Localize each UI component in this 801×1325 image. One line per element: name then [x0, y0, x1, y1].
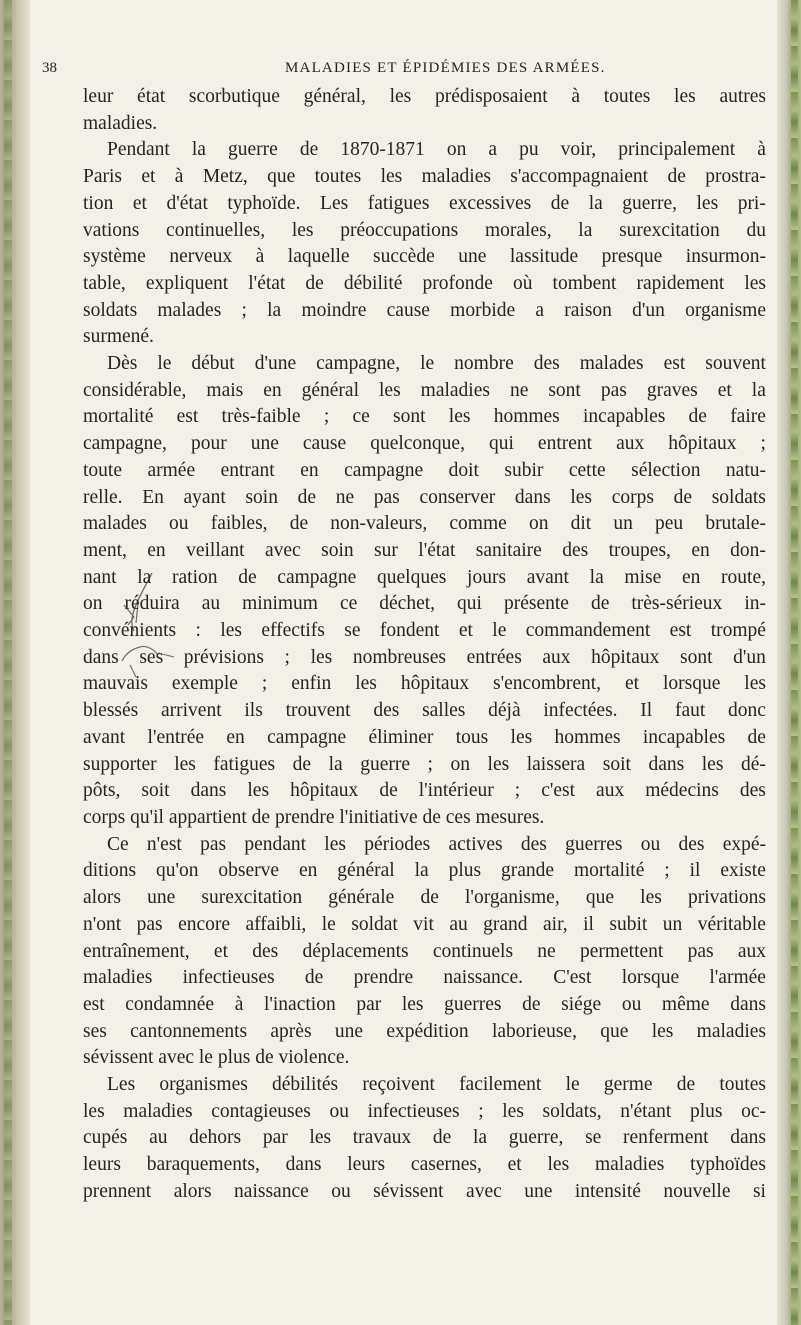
text-line: Ce n'est pas pendant les périodes actives des guerres ou des expé-	[107, 833, 766, 855]
text-line: table, expliquent l'état de débilité profonde où tombent rapidement les	[83, 272, 766, 294]
text-line: on réduira au minimum ce déchet, qui présente de très-sérieux in-	[83, 593, 766, 615]
text-line: considérable, mais en général les maladies ne sont pas graves et la	[83, 379, 766, 401]
text-line: avant l'entrée en campagne éliminer tous les hommes incapables de	[83, 726, 766, 748]
text-line: ment, en veillant avec soin sur l'état sanitaire des troupes, en don-	[83, 539, 766, 561]
text-line: nant la ration de campagne quelques jours avant la mise en route,	[83, 566, 766, 588]
text-line: les maladies contagieuses ou infectieuses ; les soldats, n'étant plus oc-	[83, 1100, 766, 1122]
text-line: tion et d'état typhoïde. Les fatigues excessives de la guerre, les pri-	[83, 192, 766, 214]
text-line: dans ses prévisions ; les nombreuses entrées aux hôpitaux sont d'un	[83, 646, 766, 668]
text-line: sévissent avec le plus de violence.	[83, 1047, 350, 1069]
text-line: prennent alors naissance ou sévissent avec une intensité nouvelle si	[83, 1180, 766, 1202]
text-line: cupés au dehors par les travaux de la guerre, se renferment dans	[83, 1127, 766, 1149]
text-line: ditions qu'on observe en général la plus grande mortalité ; il existe	[83, 860, 766, 882]
text-line: soldats malades ; la moindre cause morbide a raison d'un organisme	[83, 299, 766, 321]
text-line: relle. En ayant soin de ne pas conserver dans les corps de soldats	[83, 486, 766, 508]
text-line: mauvais exemple ; enfin les hôpitaux s'encombrent, et lorsque les	[83, 673, 766, 695]
text-line: malades ou faibles, de non-valeurs, comme on dit un peu brutale-	[83, 513, 766, 535]
text-line: ses cantonnements après une expédition laborieuse, que les maladies	[83, 1020, 766, 1042]
text-line: entraînement, et des déplacements continuels ne permettent pas aux	[83, 940, 766, 962]
text-line: campagne, pour une cause quelconque, qui entrent aux hôpitaux ;	[83, 433, 766, 455]
text-line: est condamnée à l'inaction par les guerres de siége ou même dans	[83, 993, 766, 1015]
text-line: corps qu'il appartient de prendre l'initiative de ces mesures.	[83, 806, 545, 828]
text-line: pôts, soit dans les hôpitaux de l'intérieur ; c'est aux médecins des	[83, 780, 766, 802]
body-text	[83, 84, 766, 1206]
text-line: Les organismes débilités reçoivent facilement le germe de toutes	[107, 1074, 766, 1096]
text-line: surmené.	[83, 326, 154, 348]
running-title: MALADIES ET ÉPIDÉMIES DES ARMÉES.	[285, 60, 606, 76]
text-line: convénients : les effectifs se fondent et le commandement est trompé	[83, 620, 766, 642]
text-line: Pendant la guerre de 1870-1871 on a pu voir, principalement à	[107, 139, 766, 161]
text-line: alors une surexcitation générale de l'organisme, que les privations	[83, 887, 766, 909]
text-line: supporter les fatigues de la guerre ; on les laissera soit dans les dé-	[83, 753, 766, 775]
text-line: leurs baraquements, dans leurs casernes, et les maladies typhoïdes	[83, 1154, 766, 1176]
text-line: blessés arrivent ils trouvent des salles déjà infectées. Il faut donc	[83, 700, 766, 722]
left-page-edge	[0, 0, 30, 1325]
text-line: maladies.	[83, 112, 158, 134]
text-line: maladies infectieuses de prendre naissance. C'est lorsque l'armée	[83, 967, 766, 989]
text-line: vations continuelles, les préoccupations morales, la surexcitation du	[83, 219, 766, 241]
text-line: système nerveux à laquelle succède une lassitude presque insurmon-	[83, 246, 766, 268]
text-line: mortalité est très-faible ; ce sont les hommes incapables de faire	[83, 406, 766, 428]
text-line: n'ont pas encore affaibli, le soldat vit au grand air, il subit un véritable	[83, 913, 766, 935]
text-line: toute armée entrant en campagne doit subir cette sélection natu-	[83, 459, 766, 481]
page-number: 38	[42, 60, 57, 76]
right-page-edge	[777, 0, 801, 1325]
text-line: Dès le début d'une campagne, le nombre des malades est souvent	[107, 353, 766, 375]
text-line: leur état scorbutique général, les prédisposaient à toutes les autres	[83, 86, 766, 107]
text-line: Paris et à Metz, que toutes les maladies s'accompagnaient de prostra-	[83, 166, 766, 188]
